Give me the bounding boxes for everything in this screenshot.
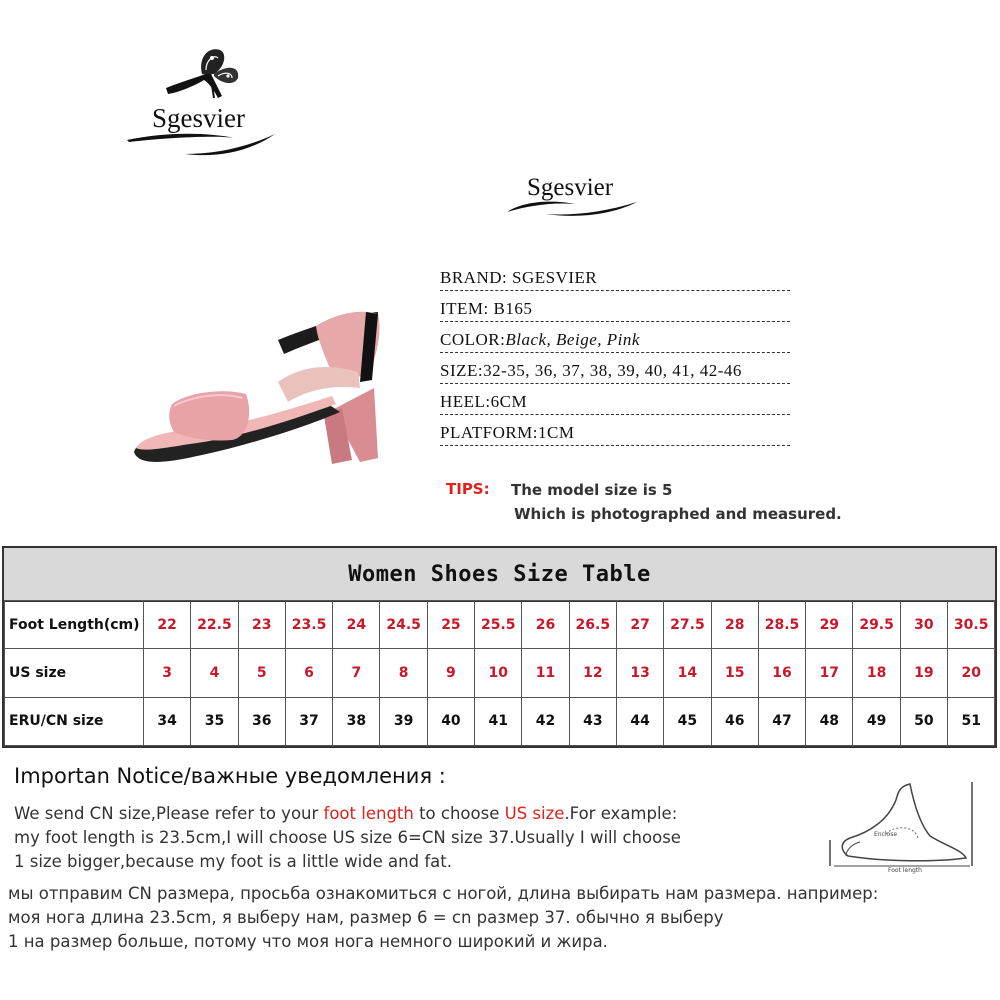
notice-title: Importan Notice/важные уведомления : (14, 764, 446, 788)
spec-size-value: 32-35, 36, 37, 38, 39, 40, 41, 42-46 (483, 361, 742, 380)
size-cell: 28 (711, 601, 758, 649)
size-cell: 28.5 (758, 601, 805, 649)
brand-logo-middle-text: Sgesvier (527, 174, 614, 201)
size-cell: 51 (948, 697, 995, 745)
size-cell: 36 (238, 697, 285, 745)
size-row-eu-cn-size (5, 697, 995, 745)
size-cell: 3 (144, 649, 191, 697)
spec-item (440, 299, 790, 322)
size-cell: 45 (664, 697, 711, 745)
size-cell: 8 (380, 649, 427, 697)
notice-en-text: We send CN size,Please refer to your (14, 804, 324, 823)
size-cell: 24.5 (380, 601, 427, 649)
spec-heel-label: HEEL: (440, 392, 491, 411)
size-row-foot-length (5, 601, 995, 649)
size-cell: 40 (427, 697, 474, 745)
size-cell: 18 (853, 649, 900, 697)
spec-color (440, 330, 790, 353)
size-cell: 48 (806, 697, 853, 745)
size-cell: 41 (475, 697, 522, 745)
size-cell: 37 (285, 697, 332, 745)
size-row-us-size (5, 649, 995, 697)
size-cell: 15 (711, 649, 758, 697)
size-cell: 29.5 (853, 601, 900, 649)
notice-en-line-1 (14, 804, 677, 823)
spec-brand-label: BRAND: (440, 268, 508, 287)
spec-heel-value: 6CM (490, 392, 528, 411)
tips-label: TIPS: (446, 480, 490, 498)
spec-size-label: SIZE: (440, 361, 484, 380)
size-cell: 29 (806, 601, 853, 649)
size-cell: 6 (285, 649, 332, 697)
size-cell: 25 (427, 601, 474, 649)
size-cell: 39 (380, 697, 427, 745)
size-cell: 27 (616, 601, 663, 649)
size-table-title: Women Shoes Size Table (4, 548, 995, 602)
size-cell: 35 (191, 697, 238, 745)
size-cell: 30 (900, 601, 947, 649)
size-cell: 14 (664, 649, 711, 697)
enclose-label: Enclose (874, 831, 898, 838)
size-cell: 25.5 (475, 601, 522, 649)
size-cell: 42 (522, 697, 569, 745)
notice-en-line-3: 1 size bigger,because my foot is a little wide and fat. (14, 852, 452, 871)
size-cell: 20 (948, 649, 995, 697)
notice-ru-line-3: 1 на размер больше, потому что моя нога немного широкий и жира. (8, 932, 608, 951)
logo-swoosh-middle (505, 198, 640, 218)
size-cell: 44 (616, 697, 663, 745)
size-cell: 38 (333, 697, 380, 745)
size-cell: 13 (616, 649, 663, 697)
notice-en-text: to choose (413, 804, 505, 823)
size-cell: 30.5 (948, 601, 995, 649)
size-cell: 23 (238, 601, 285, 649)
size-cell: 16 (758, 649, 805, 697)
spec-brand-value: SGESVIER (511, 268, 598, 287)
tips-line-1: The model size is 5 (511, 481, 673, 499)
size-cell: 11 (522, 649, 569, 697)
size-row-header: Foot Length(cm) (5, 601, 144, 649)
tips-line-2: Which is photographed and measured. (514, 505, 842, 523)
size-cell: 12 (569, 649, 616, 697)
size-cell: 49 (853, 697, 900, 745)
spec-platform-value: 1CM (538, 423, 575, 442)
size-table (2, 546, 997, 748)
size-cell: 9 (427, 649, 474, 697)
size-cell: 10 (475, 649, 522, 697)
us-size-highlight: US size (504, 804, 565, 823)
size-cell: 17 (806, 649, 853, 697)
spec-item-value: B165 (493, 299, 533, 318)
notice-en-text: .For example: (564, 804, 678, 823)
size-cell: 26 (522, 601, 569, 649)
spec-color-value: Black, Beige, Pink (505, 330, 640, 349)
spec-color-label: COLOR: (440, 330, 506, 349)
size-cell: 34 (144, 697, 191, 745)
notice-ru-line-2: моя нога длина 23.5cm, я выберу нам, размер 6 = cn размер 37. обычно я выберу (8, 908, 724, 927)
size-row-header: US size (5, 649, 144, 697)
size-cell: 7 (333, 649, 380, 697)
spec-heel (440, 392, 790, 415)
spec-platform (440, 423, 790, 446)
foot-length-label: Foot length (888, 867, 922, 874)
high-heel-butterfly-icon (158, 40, 248, 110)
pink-sandal-product-image (128, 292, 418, 492)
notice-ru-line-1: мы отправим CN размера, просьба ознакомиться с ногой, длина выбирать нам размера. например: (8, 884, 879, 903)
size-cell: 4 (191, 649, 238, 697)
spec-item-label: ITEM: (440, 299, 489, 318)
size-cell: 22 (144, 601, 191, 649)
size-cell: 47 (758, 697, 805, 745)
size-cell: 23.5 (285, 601, 332, 649)
size-row-header: ERU/CN size (5, 697, 144, 745)
spec-platform-label: PLATFORM: (440, 423, 539, 442)
size-cell: 26.5 (569, 601, 616, 649)
size-cell: 19 (900, 649, 947, 697)
size-cell: 50 (900, 697, 947, 745)
size-cell: 27.5 (664, 601, 711, 649)
size-cell: 5 (238, 649, 285, 697)
foot-length-highlight: foot length (323, 804, 414, 823)
size-table-grid (4, 600, 995, 746)
size-cell: 22.5 (191, 601, 238, 649)
brand-logo-top-text: Sgesvier (152, 103, 245, 133)
size-cell: 46 (711, 697, 758, 745)
size-cell: 43 (569, 697, 616, 745)
logo-swoosh-top (125, 128, 285, 158)
spec-size (440, 361, 790, 384)
foot-measurement-diagram (826, 780, 998, 876)
notice-en-line-2: my foot length is 23.5cm,I will choose US size 6=CN size 37.Usually I will choose (14, 828, 681, 847)
spec-brand (440, 268, 790, 291)
size-cell: 24 (333, 601, 380, 649)
